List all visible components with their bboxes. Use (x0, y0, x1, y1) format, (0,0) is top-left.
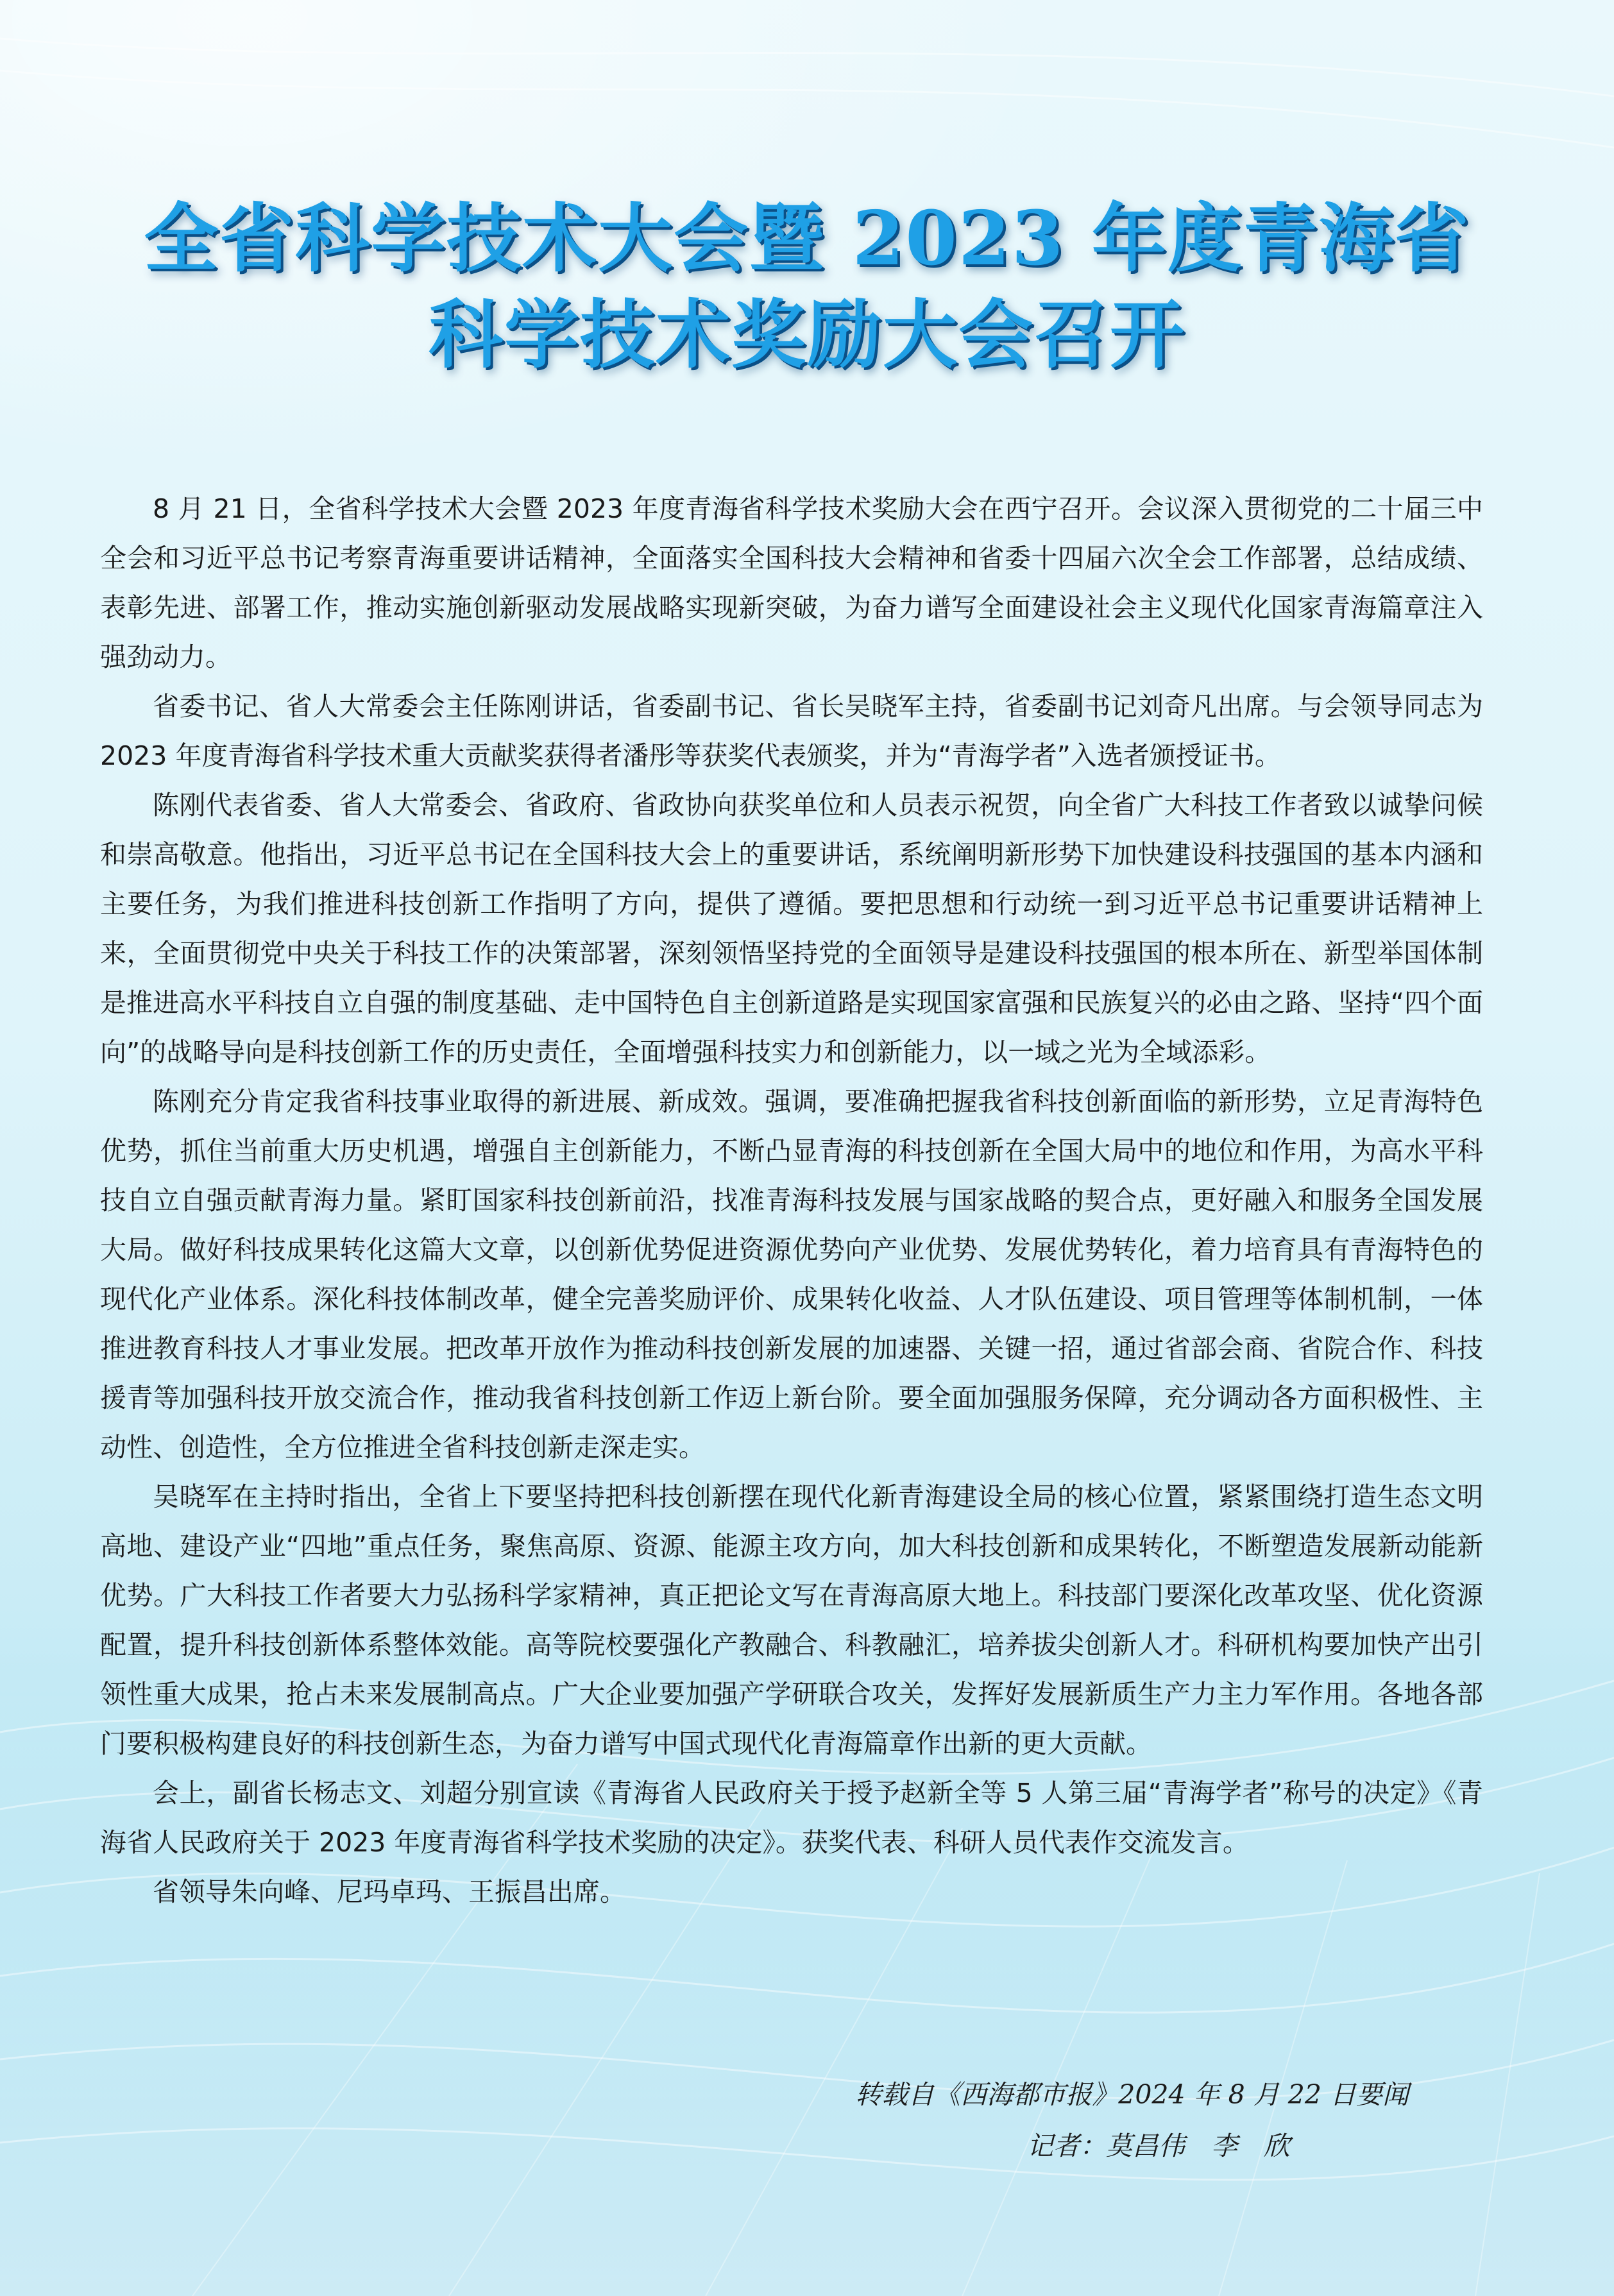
paragraph: 会上，副省长杨志文、刘超分别宣读《青海省人民政府关于授予赵新全等 5 人第三届“青海学者”称号的决定》《青海省人民政府关于 2023 年度青海省科学技术奖励的决定》。获奖代表、科研人员代表作交流发言。 (100, 1778, 1483, 1858)
paragraph: 省领导朱向峰、尼玛卓玛、王振昌出席。 (153, 1876, 626, 1907)
paragraph: 8 月 21 日，全省科学技术大会暨 2023 年度青海省科学技术奖励大会在西宁召开。会议深入贯彻党的二十届三中全会和习近平总书记考察青海重要讲话精神，全面落实全国科技大会精神和省委十四届六次全会工作部署，总结成绩、表彰先进、部署工作，推动实施创新驱动发展战略实现新突破，为奋力谱写全面建设社会主义现代化国家青海篇章注入强劲动力。 (100, 493, 1483, 672)
paragraph: 陈刚代表省委、省人大常委会、省政府、省政协向获奖单位和人员表示祝贺，向全省广大科技工作者致以诚挚问候和崇高敬意。他指出，习近平总书记在全国科技大会上的重要讲话，系统阐明新形势下加快建设科技强国的基本内涵和主要任务，为我们推进科技创新工作指明了方向，提供了遵循。要把思想和行动统一到习近平总书记重要讲话精神上来，全面贯彻党中央关于科技工作的决策部署，深刻领悟坚持党的全面领导是建设科技强国的根本所在、新型举国体制是推进高水平科技自立自强的制度基础、走中国特色自主创新道路是实现国家富强和民族复兴的必由之路、坚持“四个面向”的战略导向是科技创新工作的历史责任，全面增强科技实力和创新能力，以一域之光为全域添彩。 (100, 790, 1483, 1067)
source-credit: 转载自《西海都市报》2024 年 8 月 22 日要闻 (855, 2079, 1409, 2110)
reporter-credit: 记者：莫昌伟 李 欣 (1027, 2130, 1290, 2161)
paragraph: 省委书记、省人大常委会主任陈刚讲话，省委副书记、省长吴晓军主持，省委副书记刘奇凡出席。与会领导同志为 2023 年度青海省科学技术重大贡献奖获得者潘彤等获奖代表颁奖，并为“青海学者”入选者颁授证书。 (100, 691, 1483, 771)
headline-line-2: 科学技术奖励大会召开 (429, 291, 1185, 378)
headline-line-1: 全省科学技术大会暨 2023 年度青海省 (144, 195, 1470, 282)
article-body (100, 484, 1483, 1917)
paragraph: 陈刚充分肯定我省科技事业取得的新进展、新成效。强调，要准确把握我省科技创新面临的新形势，立足青海特色优势，抓住当前重大历史机遇，增强自主创新能力，不断凸显青海的科技创新在全国大局中的地位和作用，为高水平科技自立自强贡献青海力量。紧盯国家科技创新前沿，找准青海科技发展与国家战略的契合点，更好融入和服务全国发展大局。做好科技成果转化这篇大文章，以创新优势促进资源优势向产业优势、发展优势转化，着力培育具有青海特色的现代化产业体系。深化科技体制改革，健全完善奖励评价、成果转化收益、人才队伍建设、项目管理等体制机制，一体推进教育科技人才事业发展。把改革开放作为推动科技创新发展的加速器、关键一招，通过省部会商、省院合作、科技援青等加强科技开放交流合作，推动我省科技创新工作迈上新台阶。要全面加强服务保障，充分调动各方面积极性、主动性、创造性，全方位推进全省科技创新走深走实。 (100, 1086, 1483, 1463)
paragraph: 吴晓军在主持时指出，全省上下要坚持把科技创新摆在现代化新青海建设全局的核心位置，紧紧围绕打造生态文明高地、建设产业“四地”重点任务，聚焦高原、资源、能源主攻方向，加大科技创新和成果转化，不断塑造发展新动能新优势。广大科技工作者要大力弘扬科学家精神，真正把论文写在青海高原大地上。科技部门要深化改革攻坚、优化资源配置，提升科技创新体系整体效能。高等院校要强化产教融合、科教融汇，培养拔尖创新人才。科研机构要加快产出引领性重大成果，抢占未来发展制高点。广大企业要加强产学研联合攻关，发挥好发展新质生产力主力军作用。各地各部门要积极构建良好的科技创新生态，为奋力谱写中国式现代化青海篇章作出新的更大贡献。 (100, 1481, 1483, 1759)
